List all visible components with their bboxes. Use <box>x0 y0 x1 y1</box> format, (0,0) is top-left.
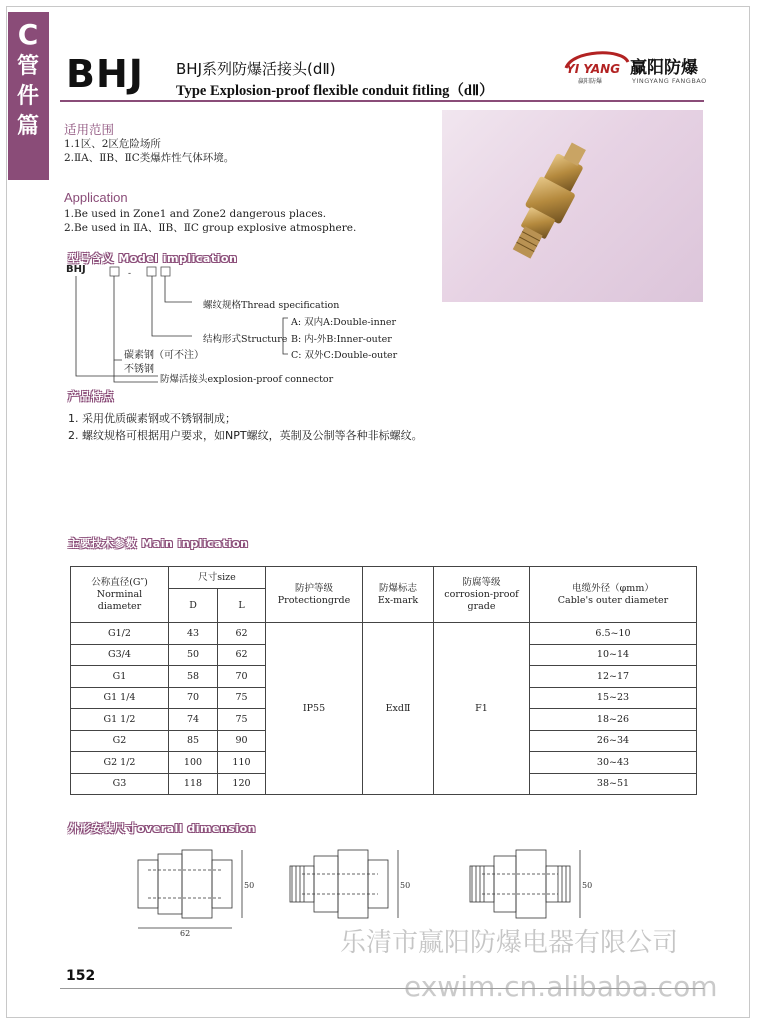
material-stainless: 不锈钢 <box>124 364 154 375</box>
page-number: 152 <box>66 968 96 984</box>
cell-d: 100 <box>169 752 218 774</box>
option-c: C: 双外C:Double-outer <box>291 350 398 361</box>
header-diameter-cn: 公称直径(G″) <box>91 576 148 588</box>
cell-l: 120 <box>218 773 266 795</box>
feature-line-2: 2. 螺纹规格可根据用户要求，如NPT螺纹，英制及公制等各种非标螺纹。 <box>68 429 423 442</box>
header-rule <box>60 100 704 102</box>
cell-g: G3/4 <box>71 644 169 666</box>
header-corrosion <box>434 567 530 623</box>
cell-cable: 12~17 <box>530 666 697 688</box>
cell-cable: 18~26 <box>530 709 697 731</box>
feature-line-1: 1. 采用优质碳素钢或不锈钢制成； <box>68 412 236 425</box>
watermark-site: exwim.cn.alibaba.com <box>404 970 718 1003</box>
params-table <box>70 566 697 795</box>
header-size: 尺寸size <box>169 567 266 589</box>
cell-cable: 26~34 <box>530 730 697 752</box>
header-exmark-en: Ex-mark <box>377 594 419 606</box>
cell-g: G1 1/2 <box>71 709 169 731</box>
params-title: 主要技术参数 Main inplication <box>68 537 249 550</box>
header-exmark-cn: 防爆标志 <box>378 582 417 594</box>
dim-diameter-label: 50 <box>244 881 255 890</box>
title-english: Type Explosion-proof flexible conduit fitling（dⅡ） <box>176 83 494 99</box>
application-list <box>64 207 356 235</box>
cell-cable: 6.5~10 <box>530 623 697 645</box>
header-cable-en: Cable's outer diameter <box>557 594 669 606</box>
cell-g: G1/2 <box>71 623 169 645</box>
header-protection-cn: 防护等级 <box>294 582 333 594</box>
dim-diameter-label: 50 <box>582 881 593 890</box>
title-chinese: BHJ系列防爆活接头(dⅡ) <box>176 60 336 78</box>
cell-g: G1 1/4 <box>71 687 169 709</box>
header-protection <box>266 567 363 623</box>
header-diameter-en: Norminal diameter <box>96 588 143 612</box>
dimension-title: 外形安装尺寸overall dimension <box>68 822 257 835</box>
model-title: 型号含义 Model implication <box>68 252 238 265</box>
cell-g: G1 <box>71 666 169 688</box>
cell-d: 118 <box>169 773 218 795</box>
application-line-1: 1.Be used in Zone1 and Zone2 dangerous places. <box>64 208 327 220</box>
product-photo <box>442 110 703 302</box>
cell-cable: 30~43 <box>530 752 697 774</box>
svg-text:-: - <box>128 269 132 279</box>
scope-title: 适用范围 <box>64 122 115 137</box>
cell-cable: 15~23 <box>530 687 697 709</box>
features-title: 产品特点 <box>68 390 114 403</box>
cell-d: 58 <box>169 666 218 688</box>
application-line-2: 2.Be used in ⅡA、ⅡB、ⅡC group explosive atmosphere. <box>64 222 357 234</box>
cell-cable: 38~51 <box>530 773 697 795</box>
table-row <box>71 623 697 645</box>
cell-d: 70 <box>169 687 218 709</box>
cell-l: 70 <box>218 666 266 688</box>
scope-line-1: 1.1区、2区危险场所 <box>64 138 161 150</box>
cell-g: G2 1/2 <box>71 752 169 774</box>
header-d: D <box>169 589 218 623</box>
connector-label: 防爆活接头explosion-proof connector <box>160 374 334 385</box>
cell-l: 90 <box>218 730 266 752</box>
cell-l: 62 <box>218 644 266 666</box>
drawing-double-inner <box>120 840 260 940</box>
scope-line-2: 2.ⅡA、ⅡB、ⅡC类爆炸性气体环境。 <box>64 152 235 164</box>
logo-company-cn: 赢阳防爆 <box>630 58 698 78</box>
dim-diameter-label: 50 <box>400 881 411 890</box>
structure-label: 结构形式Structure <box>203 334 288 345</box>
scope-list <box>64 137 234 165</box>
header-diameter <box>71 567 169 623</box>
header-protection-en: Protectiongrde <box>277 594 351 606</box>
cell-d: 74 <box>169 709 218 731</box>
cell-l: 75 <box>218 687 266 709</box>
logo-sub: 赢阳防爆 <box>578 78 603 85</box>
section-char-3: 篇 <box>16 114 39 139</box>
section-tab <box>8 12 48 180</box>
cell-protection: IP55 <box>266 623 363 795</box>
section-letter: C <box>17 18 39 51</box>
cell-l: 75 <box>218 709 266 731</box>
application-title: Application <box>64 190 128 205</box>
option-a: A: 双内A:Double-inner <box>291 317 396 328</box>
dim-length-label: 62 <box>180 929 191 938</box>
header-cable-cn: 电缆外径（φmm） <box>572 582 654 594</box>
cell-l: 110 <box>218 752 266 774</box>
fitting-photo-icon <box>442 110 703 302</box>
product-code: BHJ <box>66 52 144 96</box>
header-exmark <box>363 567 434 623</box>
section-char-1: 管 <box>16 54 39 79</box>
header-cable <box>530 567 697 623</box>
header-corrosion-cn: 防腐等级 <box>462 576 501 588</box>
watermark-company: 乐清市赢阳防爆电器有限公司 <box>340 928 679 958</box>
cell-d: 50 <box>169 644 218 666</box>
header-corrosion-en: corrosion-proof grade <box>444 588 519 612</box>
side-divider <box>48 12 49 180</box>
thread-label: 螺纹规格Thread specification <box>203 300 340 311</box>
option-b: B: 内-外B:Inner-outer <box>291 334 392 345</box>
model-code: BHJ <box>66 264 86 275</box>
cell-corrosion: F1 <box>434 623 530 795</box>
cell-g: G3 <box>71 773 169 795</box>
logo-mark: YI YANG <box>566 62 621 76</box>
logo-company-en: YINGYANG FANGBAO <box>632 77 707 85</box>
cell-d: 85 <box>169 730 218 752</box>
cell-d: 43 <box>169 623 218 645</box>
cell-cable: 10~14 <box>530 644 697 666</box>
material-carbon: 碳素钢（可不注） <box>124 350 204 361</box>
cell-exmark: ExdⅡ <box>363 623 434 795</box>
features-list <box>68 410 423 444</box>
section-char-2: 件 <box>16 84 39 109</box>
header-l: L <box>218 589 266 623</box>
cell-l: 62 <box>218 623 266 645</box>
cell-g: G2 <box>71 730 169 752</box>
